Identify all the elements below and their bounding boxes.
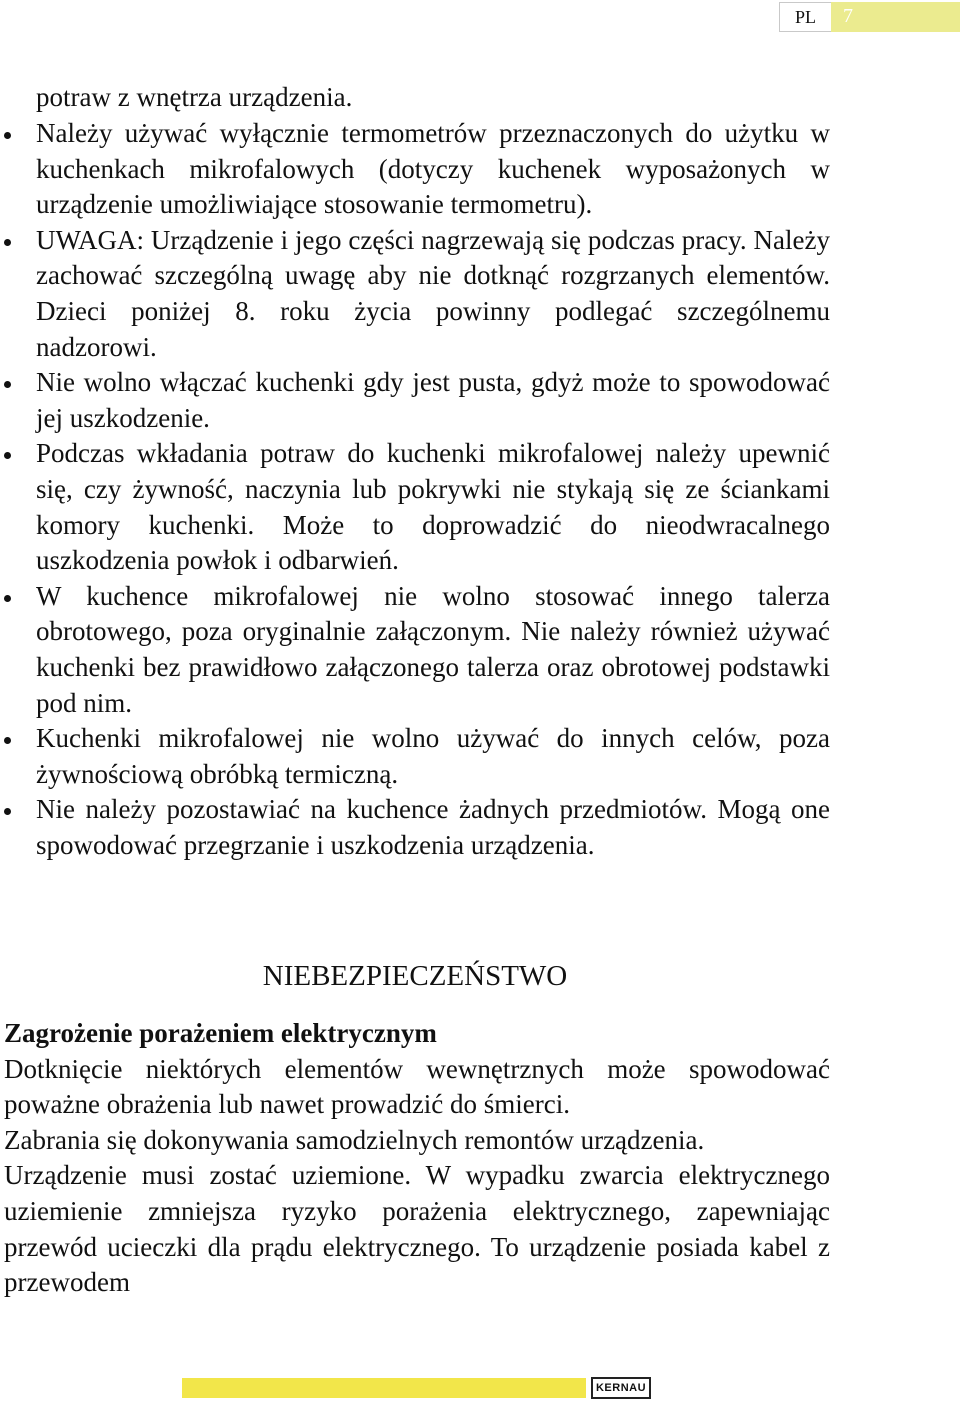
danger-paragraph: Dotknięcie niektórych elementów wewnętrznych może spowodować poważne obrażenia lub nawet prowadzić do śmierci. — [4, 1053, 830, 1120]
list-item-text: Należy używać wyłącznie termometrów przeznaczonych do użytku w kuchenkach mikrofalowych (dotyczy kuchenek wyposażonych w urządzenie umożliwiające stosowanie termometru). — [36, 118, 830, 220]
list-item — [0, 436, 830, 578]
bullet-icon — [4, 452, 11, 459]
list-item — [0, 792, 830, 863]
bullet-icon — [4, 595, 11, 602]
list-item — [0, 223, 830, 365]
brand-logo: KERNAU — [591, 1377, 651, 1399]
page-number: 7 — [831, 2, 960, 32]
language-label: PL — [779, 2, 831, 32]
bullet-icon — [4, 132, 11, 139]
electric-shock-section — [4, 1016, 830, 1301]
list-item — [0, 116, 830, 223]
section-subheading: Zagrożenie porażeniem elektrycznym — [4, 1018, 437, 1048]
list-item — [0, 579, 830, 721]
safety-bullet-list — [0, 116, 830, 863]
list-item-text: Nie należy pozostawiać na kuchence żadnych przedmiotów. Mogą one spowodować przegrzanie i uszkodzenia urządzenia. — [36, 794, 830, 860]
bullet-icon — [4, 737, 11, 744]
list-item-text: W kuchence mikrofalowej nie wolno stosować innego talerza obrotowego, poza oryginalnie załączonym. Nie należy również używać kuchenki bez prawidłowo załączonego talerza oraz obrotowej podstawki pod nim. — [36, 580, 830, 718]
list-item-text: Nie wolno włączać kuchenki gdy jest pusta, gdyż może to spowodować jej uszkodzenie. — [36, 367, 830, 433]
danger-heading: NIEBEZPIECZEŃSTWO — [262, 960, 568, 992]
footer-bar — [182, 1378, 586, 1398]
bullet-icon — [4, 808, 11, 815]
continuation-text: potraw z wnętrza urządzenia. — [36, 82, 353, 112]
list-item-text: UWAGA: Urządzenie i jego części nagrzewają się podczas pracy. Należy zachować szczególną uwagę aby nie dotknąć rozgrzanych elementów. Dzieci poniżej 8. roku życia powinny podlegać szczególnemu nadzorowi. — [36, 224, 830, 362]
danger-paragraph: Urządzenie musi zostać uziemione. W wypadku zwarcia elektrycznego uziemienie zmniejsza ryzyko porażenia elektrycznego, zapewniając przewód ucieczki dla prądu elektrycznego. To urządzenie posiada kabel z przewodem — [4, 1160, 830, 1298]
danger-paragraph: Zabrania się dokonywania samodzielnych remontów urządzenia. — [4, 1124, 705, 1155]
list-item-text: Podczas wkładania potraw do kuchenki mikrofalowej należy upewnić się, czy żywność, naczynia lub pokrywki nie stykają się ze ściankami komory kuchenki. Może to doprowadzić do nieodwracalnego uszkodzenia powłok i odbarwień. — [36, 438, 830, 576]
bullet-icon — [4, 239, 11, 246]
list-item — [0, 721, 830, 792]
bullet-icon — [4, 381, 11, 388]
list-item — [0, 365, 830, 436]
list-item-text: Kuchenki mikrofalowej nie wolno używać do innych celów, poza żywnościową obróbką termiczną. — [36, 723, 830, 789]
